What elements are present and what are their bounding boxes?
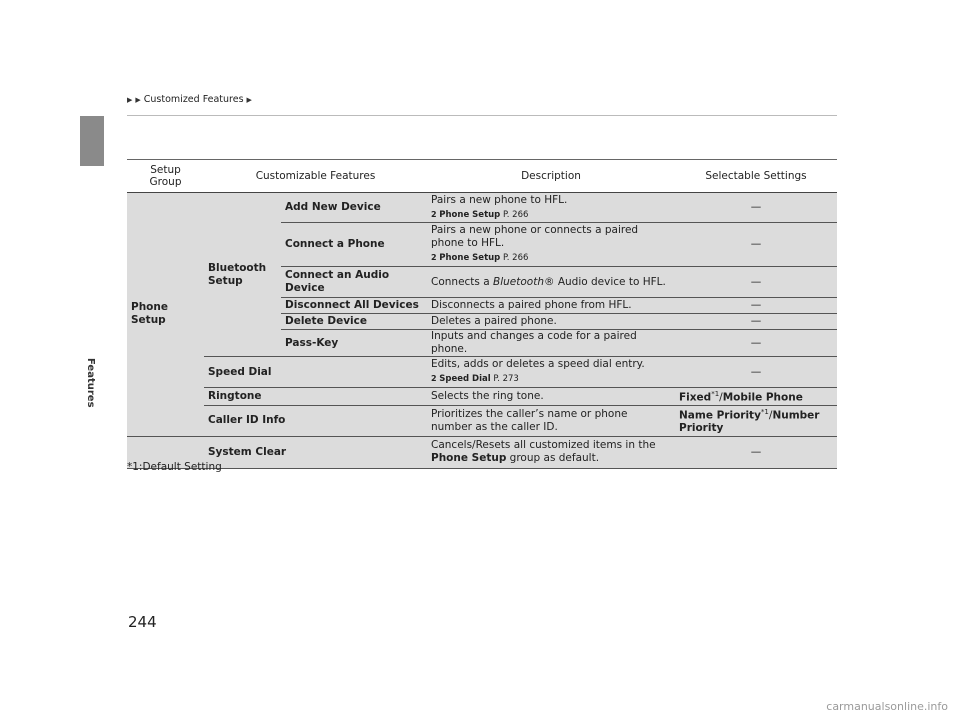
header-rule [127, 115, 837, 116]
cross-reference[interactable]: 2 Phone Setup P. 266 [431, 209, 529, 220]
reference-arrow-icon: 2 [431, 209, 437, 219]
col-description: Description [427, 160, 675, 193]
feature-connect-phone: Connect a Phone [281, 223, 427, 267]
cross-reference[interactable]: 2 Speed Dial P. 273 [431, 374, 519, 384]
cross-reference[interactable]: 2 Phone Setup P. 266 [431, 253, 529, 263]
feature-system-clear: System Clear [127, 436, 427, 468]
desc-delete-device: Deletes a paired phone. [427, 314, 675, 330]
setting-speed-dial: — [675, 357, 837, 388]
setting-connect-phone: — [675, 223, 837, 267]
feature-connect-audio-device: Connect an Audio Device [281, 267, 427, 298]
col-customizable-features: Customizable Features [204, 160, 427, 193]
triangle-right-icon: ▶ [135, 95, 141, 104]
feature-caller-id-info: Caller ID Info [204, 405, 427, 436]
group-phone-setup: Phone Setup [127, 193, 204, 437]
breadcrumb [127, 94, 252, 105]
setting-pass-key: — [675, 330, 837, 357]
desc-speed-dial: Edits, adds or deletes a speed dial entry. 2 Speed Dial P. 273 [427, 357, 675, 388]
setting-system-clear: — [675, 436, 837, 468]
feature-speed-dial: Speed Dial [204, 357, 427, 388]
desc-connect-phone: Pairs a new phone or connects a paired phone to HFL. 2 Phone Setup P. 266 [427, 223, 675, 267]
page-number: 244 [128, 613, 157, 631]
reference-arrow-icon: 2 [431, 253, 437, 262]
customized-features-table [127, 159, 837, 469]
section-tab-marker [80, 116, 104, 166]
feature-delete-device: Delete Device [281, 314, 427, 330]
col-selectable-settings: Selectable Settings [675, 160, 837, 193]
table-header-row [127, 160, 837, 193]
setting-disconnect-all: — [675, 298, 837, 314]
feature-pass-key: Pass-Key [281, 330, 427, 357]
triangle-right-icon: ▶ [127, 95, 133, 104]
desc-connect-audio-device: Connects a Bluetooth® Audio device to HFL. [427, 267, 675, 298]
setting-ringtone: Fixed$^{*1}$/Mobile Phone [675, 388, 837, 406]
feature-ringtone: Ringtone [204, 388, 427, 406]
desc-add-new-device: Pairs a new phone to HFL. 2 Phone Setup P. 266 [427, 193, 675, 223]
footnote: *1:Default Setting [127, 461, 222, 473]
desc-disconnect-all: Disconnects a paired phone from HFL. [427, 298, 675, 314]
setting-delete-device: — [675, 314, 837, 330]
side-tab-label: Features [85, 358, 96, 408]
desc-system-clear: Cancels/Resets all customized items in the Phone Setup group as default. [427, 436, 675, 468]
subgroup-bluetooth-setup: Bluetooth Setup [204, 193, 281, 357]
triangle-right-icon: ▶ [246, 95, 252, 104]
breadcrumb-label[interactable]: Customized Features [143, 94, 244, 105]
feature-disconnect-all: Disconnect All Devices [281, 298, 427, 314]
desc-pass-key: Inputs and changes a code for a paired phone. [427, 330, 675, 357]
col-setup-group: Setup Group [127, 160, 204, 193]
setting-caller-id-info: Name Priority$^{*1}$/Number Priority [675, 405, 837, 436]
reference-arrow-icon: 2 [431, 374, 437, 383]
desc-caller-id-info: Prioritizes the caller’s name or phone number as the caller ID. [427, 405, 675, 436]
desc-ringtone: Selects the ring tone. [427, 388, 675, 406]
feature-add-new-device: Add New Device [281, 193, 427, 223]
setting-add-new-device: — [675, 193, 837, 223]
watermark: carmanualsonline.info [826, 700, 948, 713]
setting-connect-audio-device: — [675, 267, 837, 298]
